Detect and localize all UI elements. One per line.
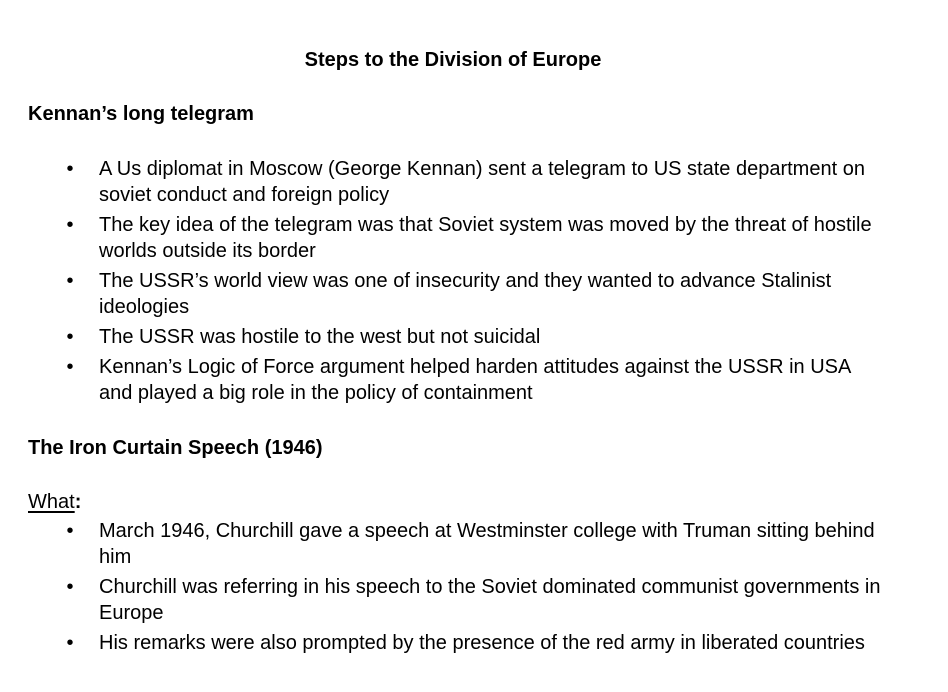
list-item-text: The key idea of the telegram was that Soviet system was moved by the threat of hostile worlds outside its border — [99, 214, 872, 262]
list-item-text: Kennan’s Logic of Force argument helped harden attitudes against the USSR in USA and played a big role in the policy of containment — [99, 356, 851, 404]
kennan-bullet-list — [0, 156, 948, 410]
list-item-text: March 1946, Churchill gave a speech at Westminster college with Truman sitting behind him — [99, 520, 875, 568]
subheading-label: What — [28, 491, 75, 513]
section-heading-iron-curtain: The Iron Curtain Speech (1946) — [28, 437, 323, 459]
list-item-text: A Us diplomat in Moscow (George Kennan) sent a telegram to US state department on soviet conduct and foreign policy — [99, 158, 865, 206]
bullet-icon: • — [66, 270, 74, 292]
list-item — [0, 354, 948, 406]
list-item — [0, 574, 948, 626]
bullet-icon: • — [66, 326, 74, 348]
list-item — [0, 324, 948, 350]
bullet-icon: • — [66, 576, 74, 598]
document-title: Steps to the Division of Europe — [304, 49, 602, 71]
list-item — [0, 268, 948, 320]
list-item — [0, 518, 948, 570]
bullet-icon: • — [66, 356, 74, 378]
list-item-text: The USSR was hostile to the west but not suicidal — [99, 326, 541, 348]
subheading-what — [28, 488, 81, 516]
list-item — [0, 630, 948, 656]
subheading-colon: : — [74, 491, 82, 513]
bullet-icon: • — [66, 632, 74, 654]
bullet-icon: • — [66, 214, 74, 236]
list-item-text: His remarks were also prompted by the presence of the red army in liberated countries — [99, 632, 865, 654]
list-item — [0, 156, 948, 208]
list-item — [0, 212, 948, 264]
list-item-text: Churchill was referring in his speech to the Soviet dominated communist governments in Europe — [99, 576, 881, 624]
list-item-text: The USSR’s world view was one of insecurity and they wanted to advance Stalinist ideologies — [99, 270, 832, 318]
iron-curtain-bullet-list — [0, 518, 948, 660]
bullet-icon: • — [66, 158, 74, 180]
bullet-icon: • — [66, 520, 74, 542]
section-heading-kennan: Kennan’s long telegram — [28, 103, 254, 125]
